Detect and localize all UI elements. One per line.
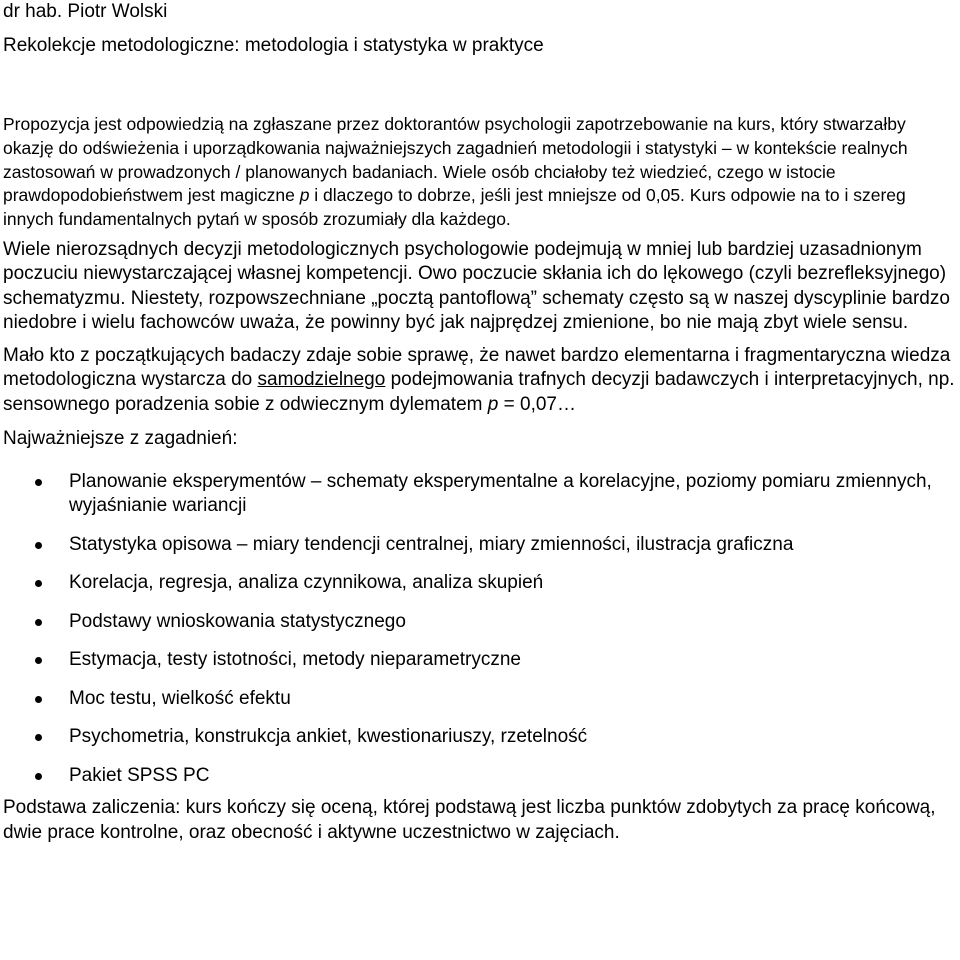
list-item [3,610,958,635]
intro-text-1: Propozycja jest odpowiedzią na zgłaszane przez doktorantów psychologii zapotrzebowanie na kurs, który stwarzałby okazję do odświeżenia i uporządkowania najważniejszych zagadnień metodologii i statystyki – w kontekście realnych zastosowań w prowadzonych / planowanych badaniach. Wiele osób chciałoby też wiedzieć, czego w istocie prawdopodobieństwem jest magiczne [3,114,908,206]
list-item [3,687,958,712]
topics-list [3,470,958,789]
list-item-text: Podstawy wnioskowania statystycznego [69,610,406,632]
para3-text-3: = 0,07… [498,393,576,415]
para3-text-1: Mało kto z początkujących badaczy zdaje sobie sprawę, że nawet bardzo elementarna i fragmentaryczna wiedza metodologiczna wystarcza do [3,344,951,391]
bullet-icon [35,479,42,486]
bullet-icon [35,696,42,703]
list-item [3,533,958,558]
intro-paragraph [3,113,958,232]
para3-text-2: podejmowania trafnych decyzji badawczych i interpretacyjnych, np. sensownego poradzenia sobie z odwiecznym dylematem [3,369,955,415]
paragraph-beginners [3,344,958,418]
bullet-icon [35,773,42,780]
bullet-icon [35,580,42,587]
list-item [3,571,958,596]
bullet-icon [35,619,42,626]
list-item-text: Planowanie eksperymentów – schematy eksperymentalne a korelacyjne, poziomy pomiaru zmiennych, wyjaśnianie wariancji [69,470,932,517]
list-item-text: Estymacja, testy istotności, metody nieparametryczne [69,649,521,671]
bullet-icon [35,542,42,549]
list-item-text: Statystyka opisowa – miary tendencji centralnej, miary zmienności, ilustracja graficzna [69,533,794,555]
topics-heading: Najważniejsze z zagadnień: [3,428,238,450]
list-item [3,764,958,789]
list-item-text: Psychometria, konstrukcja ankiet, kwestionariuszy, rzetelność [69,726,588,748]
course-title: Rekolekcje metodologiczne: metodologia i statystyka w praktyce [3,35,544,56]
list-item-text: Moc testu, wielkość efektu [69,687,291,709]
list-item [3,725,958,750]
grading-paragraph: Podstawa zaliczenia: kurs kończy się oceną, której podstawą jest liczba punktów zdobytych za pracę końcową, dwie prace kontrolne, oraz obecność i aktywne uczestnictwo w zajęciach. [3,797,936,843]
list-item-text: Pakiet SPSS PC [69,764,210,786]
paragraph-competence: Wiele nierozsądnych decyzji metodologicznych psychologowie podejmują w mniej lub bardziej uzasadnionym poczuciu niewystarczającej własnej kompetencji. Owo poczucie skłania ich do lękowego (czyli bezrefleksyjnego) schematyzmu. Niestety, rozpowszechniane „pocztą pantoflową” schematy często są w naszej dyscyplinie bardzo niedobre i wielu fachowców uważa, że powinny być jak najprędzej zmienione, bo nie mają zbyt wiele sensu. [3,238,950,334]
intro-text-2: i dlaczego to dobrze, jeśli jest mniejsze od 0,05. [309,185,685,206]
document-page [3,0,958,845]
author-name: dr hab. Piotr Wolski [3,1,168,22]
list-item-text: Korelacja, regresja, analiza czynnikowa, analiza skupień [69,572,544,594]
list-item [3,648,958,673]
list-item [3,470,958,519]
bullet-icon [35,657,42,664]
bullet-icon [35,734,42,741]
intro-text-3: Kurs odpowie na to i szereg innych fundamentalnych pytań w sposób zrozumiały dla każdego. [3,185,906,230]
intro-p-symbol: p [299,185,310,206]
para3-underlined: samodzielnego [257,369,386,391]
para3-p-symbol: p [487,393,499,415]
